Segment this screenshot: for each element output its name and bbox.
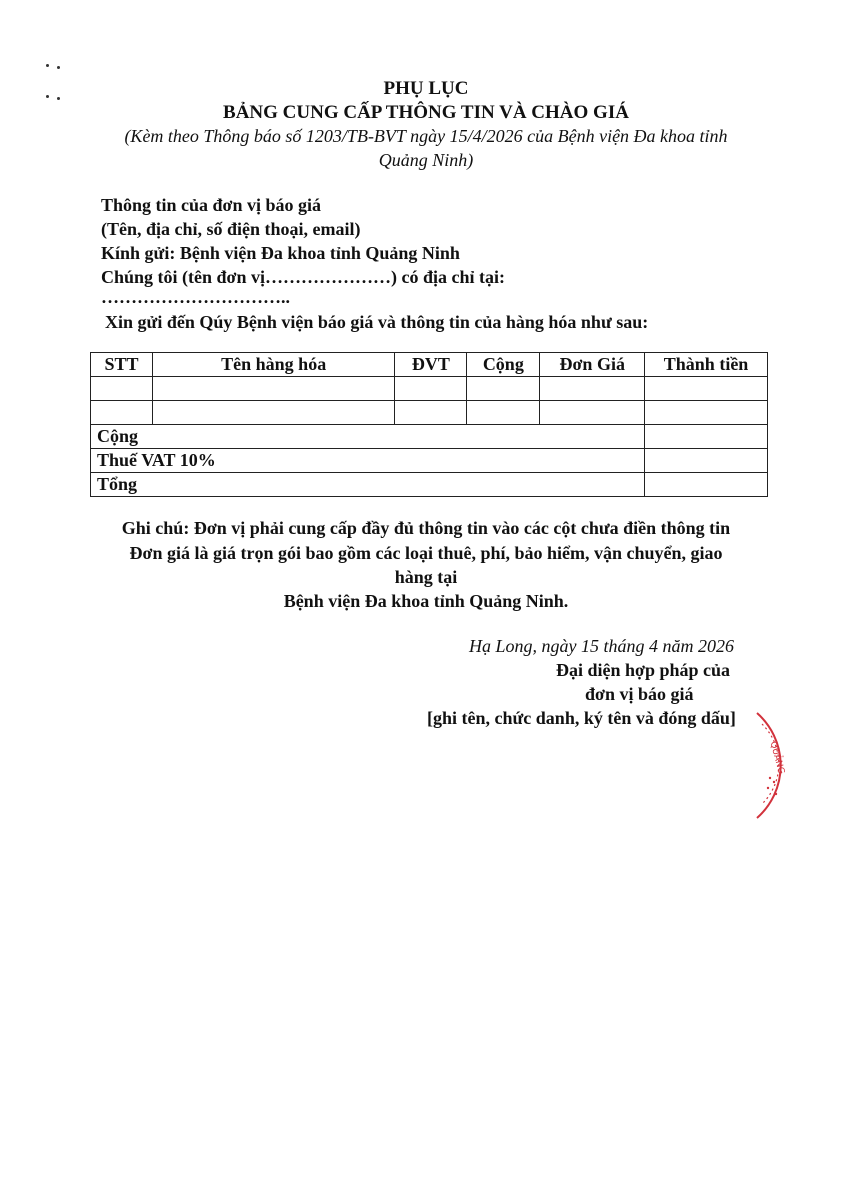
- summary-label-vat: Thuế VAT 10%: [91, 449, 645, 473]
- table-cell: [91, 377, 153, 401]
- summary-row-total: [91, 473, 768, 497]
- summary-label-subtotal: Cộng: [91, 425, 645, 449]
- table-cell: [395, 377, 467, 401]
- table-cell: [152, 401, 394, 425]
- signature-date: Hạ Long, ngày 15 tháng 4 năm 2026: [469, 636, 734, 656]
- note-line-1: Ghi chú: Đơn vị phải cung cấp đầy đủ thông tin vào các cột chưa điền thông tin: [121, 518, 731, 538]
- signature-rep-line-1: Đại diện hợp pháp của: [556, 660, 731, 680]
- intro-addressee: Kính gửi: Bệnh viện Đa khoa tỉnh Quảng Ninh: [101, 243, 460, 263]
- table-cell: [91, 401, 153, 425]
- col-header-unit: ĐVT: [395, 353, 467, 377]
- col-header-unit-price: Đơn Giá: [540, 353, 645, 377]
- summary-row-subtotal: [91, 425, 768, 449]
- intro-company-line: Chúng tôi (tên đơn vị…………………) có địa chỉ tại:: [101, 267, 505, 287]
- col-header-amount: Thành tiền: [645, 353, 768, 377]
- document-title: BẢNG CUNG CẤP THÔNG TIN VÀ CHÀO GIÁ: [223, 102, 629, 123]
- table-cell: [645, 473, 768, 497]
- col-header-stt: STT: [91, 353, 153, 377]
- summary-label-total: Tổng: [91, 473, 645, 497]
- table-cell: [645, 377, 768, 401]
- stamp-text: QUẢNG: [767, 740, 786, 776]
- subtitle-line-2: Quảng Ninh): [378, 150, 474, 170]
- table-row: [91, 401, 768, 425]
- red-seal-stamp: [752, 708, 812, 823]
- note-line-3: hàng tại: [394, 567, 458, 587]
- appendix-title: PHỤ LỤC: [383, 78, 469, 99]
- table-cell: [540, 401, 645, 425]
- table-cell: [467, 401, 540, 425]
- goods-price-table: [90, 352, 768, 497]
- intro-supplier-info: Thông tin của đơn vị báo giá: [101, 195, 322, 215]
- note-line-2: Đơn giá là giá trọn gói bao gồm các loại thuê, phí, bảo hiểm, vận chuyển, giao: [129, 543, 723, 563]
- scan-mark: [57, 66, 60, 69]
- intro-address-blank: …………………………..: [101, 287, 290, 307]
- summary-row-vat: [91, 449, 768, 473]
- col-header-item-name: Tên hàng hóa: [152, 353, 394, 377]
- table-cell: [645, 449, 768, 473]
- intro-contact-hint: (Tên, địa chỉ, số điện thoại, email): [101, 219, 361, 239]
- table-row: [91, 377, 768, 401]
- subtitle-line-1: (Kèm theo Thông báo số 1203/TB-BVT ngày 15/4/2026 của Bệnh viện Đa khoa tỉnh: [124, 126, 728, 146]
- signature-instruction: [ghi tên, chức danh, ký tên và đóng dấu]: [427, 708, 736, 728]
- signature-rep-line-2: đơn vị báo giá: [585, 684, 694, 704]
- table-cell: [467, 377, 540, 401]
- intro-request: Xin gửi đến Qúy Bệnh viện báo giá và thông tin của hàng hóa như sau:: [105, 312, 649, 332]
- table-cell: [645, 425, 768, 449]
- col-header-quantity: Cộng: [467, 353, 540, 377]
- table-header-row: [91, 353, 768, 377]
- table-cell: [540, 377, 645, 401]
- table-cell: [395, 401, 467, 425]
- note-line-4: Bệnh viện Đa khoa tỉnh Quảng Ninh.: [283, 591, 569, 611]
- table-cell: [645, 401, 768, 425]
- table-cell: [152, 377, 394, 401]
- scan-mark: [46, 64, 49, 67]
